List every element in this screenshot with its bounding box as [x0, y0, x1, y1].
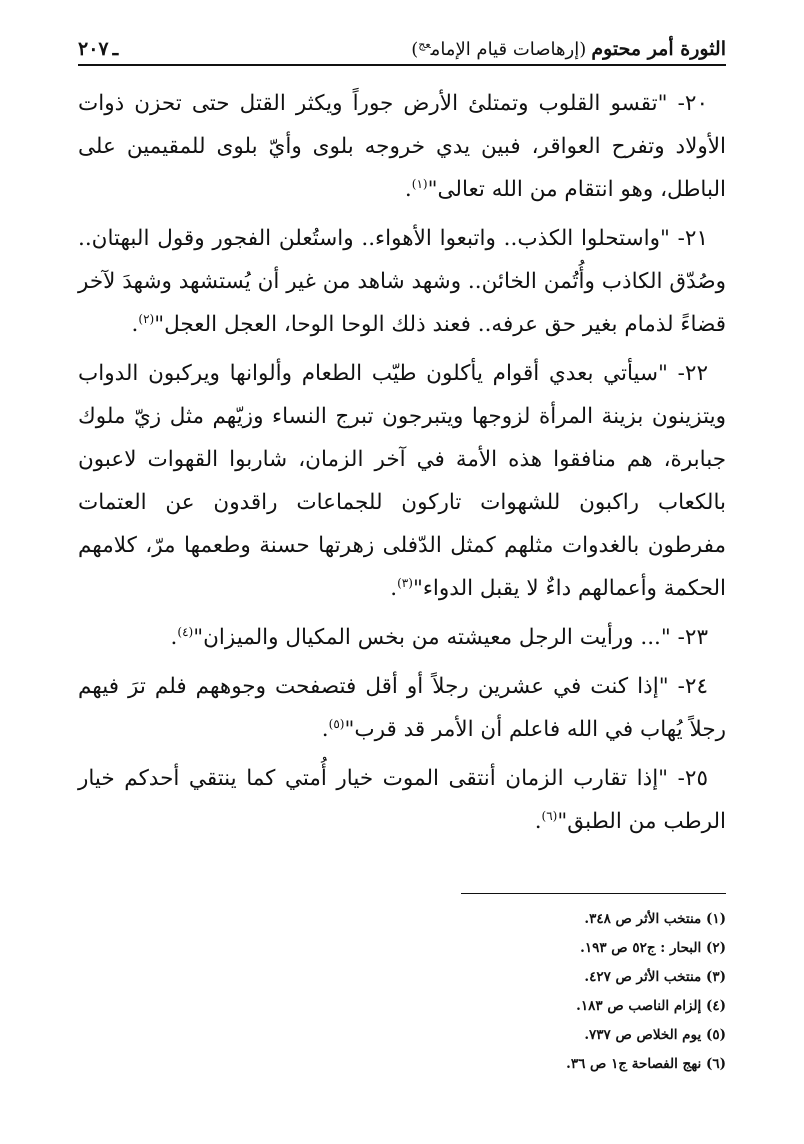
footnote-ref-3[interactable]: (٣): [397, 575, 413, 590]
header-honorific: عج: [418, 38, 431, 51]
footnote-5: (٥) يوم الخلاص ص ٧٣٧.: [584, 1027, 726, 1043]
ornament-dash: ـ: [112, 38, 119, 60]
page-number: ٢٠٧: [78, 38, 109, 60]
paragraph-25: ٢٥- "إذا تقارب الزمان أنتقى الموت خيار أُمتي كما ينتقي أحدكم خيار الرطب من الطبق"$^{(٦)}$.: [78, 766, 726, 834]
paragraph-21: ٢١- "واستحلوا الكذب.. واتبعوا الأهواء.. واستُعلن الفجور وقول البهتان.. وصُدّق الكاذب وأُتُمن الخائن.. وشهد شاهد من غير أن يُستشهد وشهدَ لآخر قضاءً لذمام بغير حق عرفه.. فعند ذلك الوحا الوحا، العجل العجل"$^{(٢)}$.: [78, 226, 726, 337]
header-subtitle: (إرهاصات قيام الإمام$^{عج}$): [411, 38, 587, 60]
paragraph-22: ٢٢- "سيأتي بعدي أقوام يأكلون طيّب الطعام وألوانها ويركبون الدواب ويتزينون بزينة المرأة لزوجها ويتبرجون تبرج النساء وزيّهم مثل زيّ ملوك جبابرة، هم منافقوا هذه الأمة في آخر الزمان، شاربوا القهوات لاعبون بالكعاب راكبون للشهوات تاركون للجماعات راقدون عن العتمات مفرطون بالغدوات مثلهم كمثل الدّفلى زهرتها حسنة وطعمها مرّ، كلامهم الحكمة وأعمالهم داءٌ لا يقبل الدواء"$^{(٣)}$.: [78, 361, 726, 601]
footnote-6: (٦) نهج الفصاحة ج١ ص ٣٦.: [566, 1056, 726, 1072]
running-header: [78, 30, 726, 66]
footnote-ref-6[interactable]: (٦): [541, 808, 558, 823]
footnote-2: (٢) البحار : ج٥٢ ص ١٩٣.: [580, 940, 726, 956]
paragraph-24: ٢٤- "إذا كنت في عشرين رجلاً أو أقل فتصفحت وجوههم فلم ترَ فيهم رجلاً يُهاب في الله فاعلم أن الأمر قد قرب"$^{(٥)}$.: [78, 674, 726, 742]
footnote-3: (٣) منتخب الأثر ص ٤٢٧.: [584, 969, 726, 985]
paragraph-23: ٢٣- "... ورأيت الرجل معيشته من بخس المكيال والميزان"$^{(٤)}$.: [170, 624, 708, 650]
footnotes: [300, 905, 726, 1079]
main-text: [78, 82, 726, 849]
footnote-ref-2[interactable]: (٢): [138, 311, 155, 326]
header-title: الثورة أمر محتوم: [591, 38, 726, 60]
footnote-ref-4[interactable]: (٤): [177, 624, 194, 639]
footnote-1: (١) منتخب الأثر ص ٣٤٨.: [584, 911, 726, 927]
footnote-divider: [461, 893, 726, 894]
header-title-group: [411, 38, 726, 60]
footnote-ref-5[interactable]: (٥): [328, 716, 345, 731]
footnote-4: (٤) إلزام الناصب ص ١٨٣.: [576, 998, 726, 1014]
paragraph-20: ٢٠- "تقسو القلوب وتمتلئ الأرض جوراً ويكثر القتل حتى تحزن ذوات الأولاد وتفرح العواقر، فبين يدي خروجه بلوى وأيّ بلوى للمقيمين على الباطل، وهو انتقام من الله تعالى"$^{(١)}$.: [78, 91, 726, 202]
footnote-ref-1[interactable]: (١): [411, 176, 428, 191]
page-number-group: [78, 38, 122, 60]
